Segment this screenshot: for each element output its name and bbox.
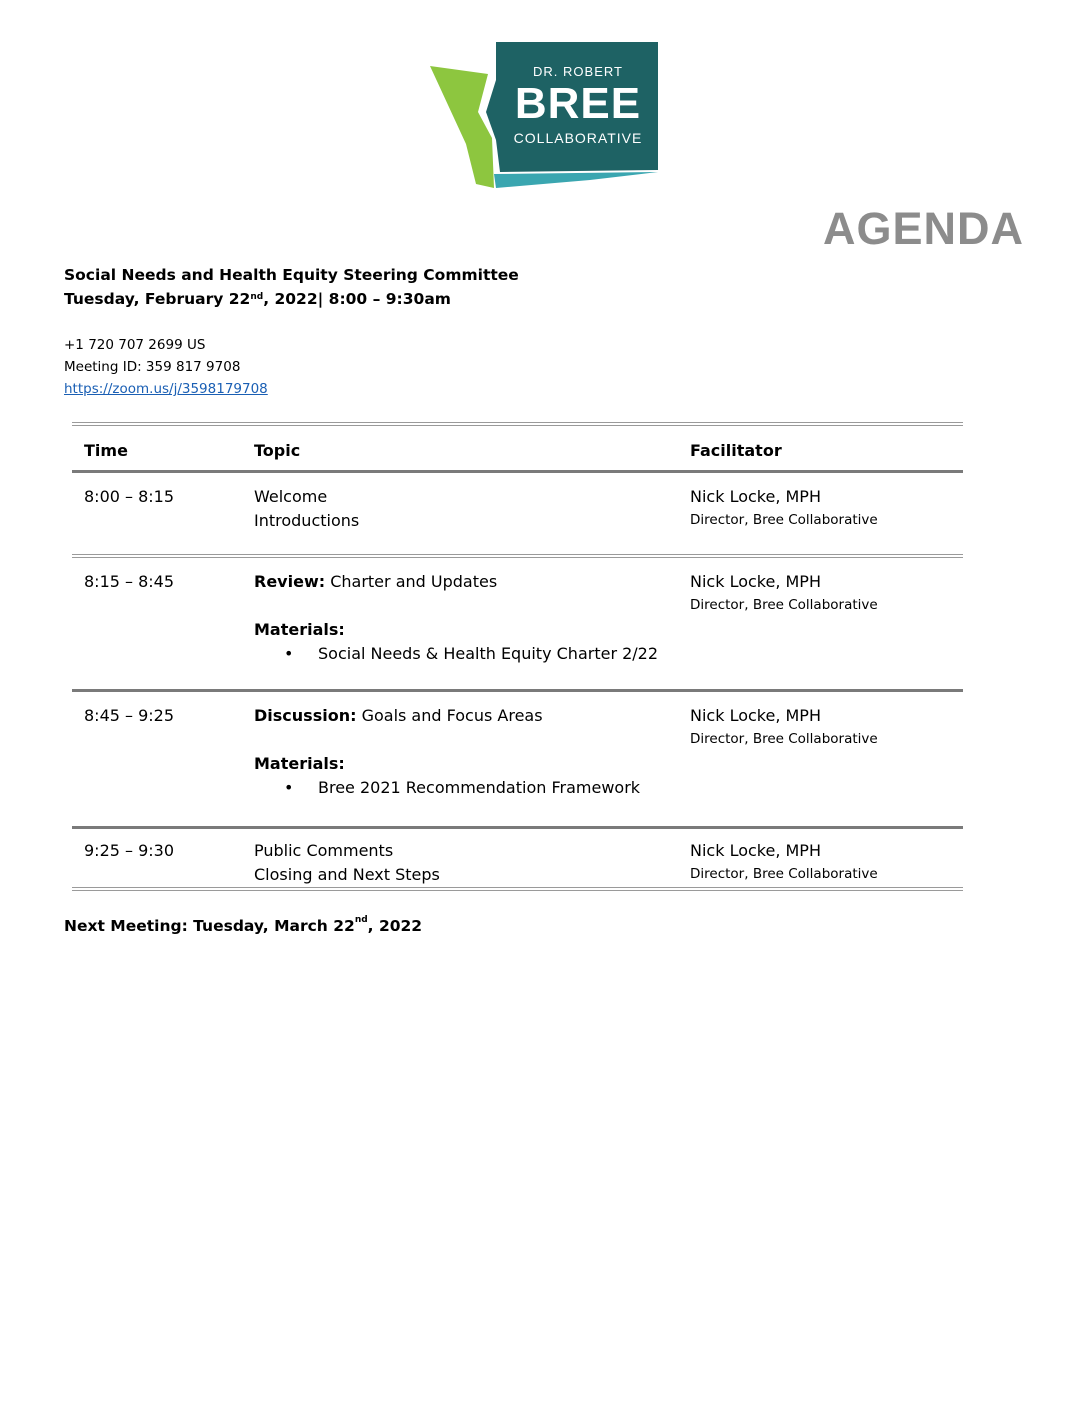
header-topic: Topic (254, 441, 301, 460)
row-topic: Discussion: Goals and Focus Areas Materials: • Bree 2021 Recommendation Framework (254, 704, 640, 800)
row-facilitator: Nick Locke, MPH Director, Bree Collaborative (690, 706, 878, 747)
materials-label: Materials: (254, 620, 345, 639)
logo-green-shape (430, 66, 494, 188)
committee-name: Social Needs and Health Equity Steering Committee (64, 266, 519, 284)
row-facilitator: Nick Locke, MPH Director, Bree Collaborative (690, 487, 878, 528)
row-topic: Review: Charter and Updates Materials: • Social Needs & Health Equity Charter 2/22 (254, 570, 658, 666)
meeting-id: Meeting ID: 359 817 9708 (64, 359, 241, 375)
material-item: • Social Needs & Health Equity Charter 2/22 (284, 644, 659, 663)
table-bottom-rule (72, 887, 963, 891)
material-item: • Bree 2021 Recommendation Framework (284, 778, 641, 797)
row-facilitator: Nick Locke, MPH Director, Bree Collaborative (690, 841, 878, 882)
agenda-table (72, 422, 963, 891)
row-facilitator: Nick Locke, MPH Director, Bree Collaborative (690, 572, 878, 613)
meeting-date: Tuesday, February 22nd, 2022| 8:00 – 9:30am (64, 290, 451, 308)
row-time: 8:45 – 9:25 (84, 706, 175, 725)
row-topic: Welcome Introductions (254, 487, 360, 530)
agenda-title: AGENDA (822, 203, 1024, 254)
logo-cyan-shape (494, 172, 658, 188)
logo-text (497, 44, 659, 172)
table-header-row (72, 426, 963, 470)
table-row (72, 692, 963, 826)
zoom-link[interactable]: https://zoom.us/j/3598179708 (64, 381, 268, 397)
table-row (72, 829, 963, 887)
meeting-header (64, 263, 519, 311)
next-meeting: Next Meeting: Tuesday, March 22nd, 2022 (64, 915, 423, 935)
logo-line-3: COLLABORATIVE (513, 130, 643, 146)
table-row (72, 473, 963, 554)
row-time: 8:00 – 8:15 (84, 487, 175, 506)
logo-line-2: BREE (514, 79, 642, 128)
logo-line-1: DR. ROBERT (533, 64, 623, 79)
header-facilitator: Facilitator (690, 441, 782, 460)
phone-number: +1 720 707 2699 US (64, 337, 206, 353)
row-time: 9:25 – 9:30 (84, 841, 175, 860)
materials-label: Materials: (254, 754, 345, 773)
row-time: 8:15 – 8:45 (84, 572, 175, 591)
table-row (72, 558, 963, 689)
row-topic: Public Comments Closing and Next Steps (254, 841, 440, 884)
contact-info (64, 334, 268, 400)
header-time: Time (84, 441, 128, 460)
